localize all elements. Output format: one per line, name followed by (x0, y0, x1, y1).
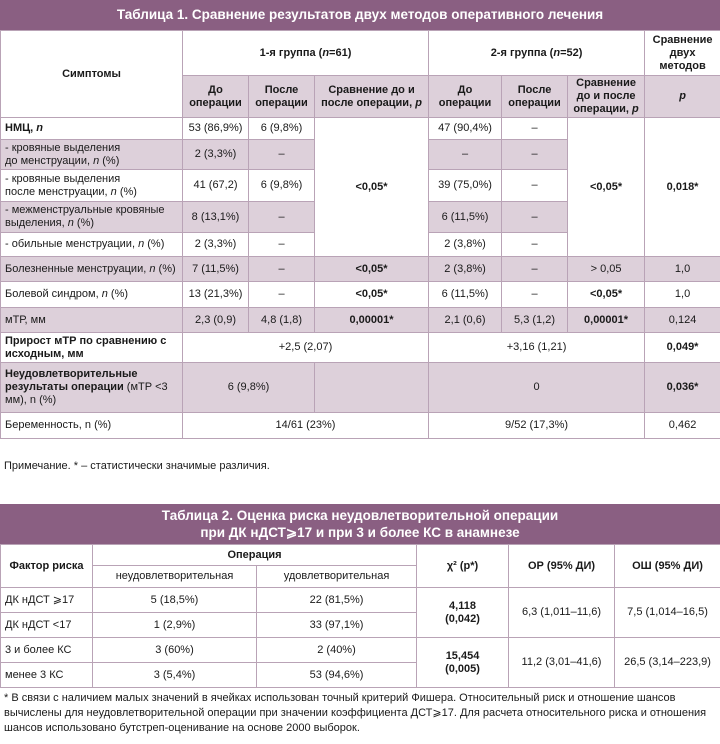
cell: 2 (3,8%) (429, 257, 502, 282)
table-2-grid (0, 544, 720, 688)
cell: 4,8 (1,8) (249, 308, 315, 333)
cell: 6 (9,8%) (249, 170, 315, 202)
g1-before-header: До операции (183, 76, 249, 118)
row-label: 3 и более КС (1, 638, 93, 663)
cell: – (502, 118, 568, 140)
cell: 6 (11,5%) (429, 202, 502, 233)
cell: – (429, 140, 502, 170)
p-merged: 0,018* (645, 118, 720, 257)
cell: +2,5 (2,07) (183, 333, 429, 363)
cell (315, 363, 429, 413)
or-header: ОР (95% ДИ) (509, 545, 615, 588)
table-row (1, 413, 720, 439)
table-1-title: Таблица 1. Сравнение результатов двух методов оперативного лечения (0, 0, 720, 30)
cell: 1,0 (645, 257, 720, 282)
g1-p-merged: <0,05* (315, 118, 429, 257)
row-label: мТР, мм (1, 308, 183, 333)
g1-compare-header: Сравнение до и после операции, p (315, 76, 429, 118)
p-header: p (645, 76, 720, 118)
cell: – (249, 233, 315, 257)
cell: 5,3 (1,2) (502, 308, 568, 333)
unsat-header: неудовлетворительная (93, 566, 257, 588)
cell: +3,16 (1,21) (429, 333, 645, 363)
cell: 2 (3,3%) (183, 140, 249, 170)
g2-compare-header: Сравнение до и после операции, p (568, 76, 645, 118)
operation-header: Операция (93, 545, 417, 566)
cell: 0,00001* (568, 308, 645, 333)
table-1-grid (0, 30, 720, 439)
sat-header: удовлетворительная (257, 566, 417, 588)
cell: 6 (9,8%) (183, 363, 315, 413)
table-row (1, 333, 720, 363)
row-label: - межменструальные кровяные выделения, n (%) (1, 202, 183, 233)
table-row (1, 638, 720, 663)
osh-header: ОШ (95% ДИ) (615, 545, 720, 588)
g2-after-header: После операции (502, 76, 568, 118)
chi-cell-1: 4,118 (0,042) (417, 588, 509, 638)
g2-p-merged: <0,05* (568, 118, 645, 257)
cell: 0,462 (645, 413, 720, 439)
cell: – (502, 282, 568, 308)
table-row (1, 282, 720, 308)
cell: 9/52 (17,3%) (429, 413, 645, 439)
row-label: - кровяные выделения после менструации, n (%) (1, 170, 183, 202)
table-row (1, 118, 720, 140)
cell: – (249, 257, 315, 282)
group1-header: 1-я группа (n=61) (183, 31, 429, 76)
cell: 2 (40%) (257, 638, 417, 663)
cell: 39 (75,0%) (429, 170, 502, 202)
group2-header: 2-я группа (n=52) (429, 31, 645, 76)
table-row (1, 588, 720, 613)
cell: 2,3 (0,9) (183, 308, 249, 333)
table-2-title: Таблица 2. Оценка риска неудовлетворительной операции при ДК нДСТ⩾17 и при 3 и более КС в анамнезе (0, 504, 720, 544)
cell: 47 (90,4%) (429, 118, 502, 140)
cell: 6 (9,8%) (249, 118, 315, 140)
cell: > 0,05 (568, 257, 645, 282)
cell: – (249, 140, 315, 170)
row-label: Неудовлетворительные результаты операции (мТР <3 мм), n (%) (1, 363, 183, 413)
row-label: Болезненные менструации, n (%) (1, 257, 183, 282)
or-cell-1: 6,3 (1,011–11,6) (509, 588, 615, 638)
cell: 0,124 (645, 308, 720, 333)
cell: <0,05* (315, 257, 429, 282)
row-label: - кровяные выделения до менструации, n (%) (1, 140, 183, 170)
cell: 0,049* (645, 333, 720, 363)
cell: 22 (81,5%) (257, 588, 417, 613)
row-label: - обильные менструации, n (%) (1, 233, 183, 257)
cell: 33 (97,1%) (257, 613, 417, 638)
table-2-footnote: * В связи с наличием малых значений в ячейках использован точный критерий Фишера. Относительный риск и отношение шансов вычислены для неудовлетворительной операции при значении коэффициента ДСТ⩾17. Для расчета относительного риска и отношения шансов использовано бутстреп-оценивание на основе 2000 выборок. (4, 692, 707, 734)
cell: – (249, 202, 315, 233)
cell: 41 (67,2) (183, 170, 249, 202)
factor-header: Фактор риска (1, 545, 93, 588)
table-row (1, 257, 720, 282)
cell: 2 (3,3%) (183, 233, 249, 257)
symptoms-header: Симптомы (1, 31, 183, 118)
or-cell-2: 11,2 (3,01–41,6) (509, 638, 615, 688)
cell: 2,1 (0,6) (429, 308, 502, 333)
osh-cell-1: 7,5 (1,014–16,5) (615, 588, 720, 638)
cell: 14/61 (23%) (183, 413, 429, 439)
row-label: менее 3 КС (1, 663, 93, 688)
row-label: НМЦ, n (1, 118, 183, 140)
cell: 6 (11,5%) (429, 282, 502, 308)
cell: 0 (429, 363, 645, 413)
table-1-note: Примечание. * – статистически значимые различия. (4, 460, 270, 472)
cell: 13 (21,3%) (183, 282, 249, 308)
cell: – (502, 202, 568, 233)
cell: – (502, 233, 568, 257)
cell: <0,05* (568, 282, 645, 308)
cell: 53 (94,6%) (257, 663, 417, 688)
cell: 1,0 (645, 282, 720, 308)
table-2 (0, 504, 720, 736)
cell: – (502, 170, 568, 202)
cell: 7 (11,5%) (183, 257, 249, 282)
cell: 2 (3,8%) (429, 233, 502, 257)
g2-before-header: До операции (429, 76, 502, 118)
table-row (1, 308, 720, 333)
row-label: ДК нДСТ ⩾17 (1, 588, 93, 613)
chi-header: χ² (p*) (417, 545, 509, 588)
cell: – (249, 282, 315, 308)
cell: 3 (5,4%) (93, 663, 257, 688)
compare-methods-header: Сравнение двух методов (645, 31, 720, 76)
chi-cell-2: 15,454 (0,005) (417, 638, 509, 688)
cell: – (502, 257, 568, 282)
osh-cell-2: 26,5 (3,14–223,9) (615, 638, 720, 688)
cell: 0,036* (645, 363, 720, 413)
g1-after-header: После операции (249, 76, 315, 118)
cell: 53 (86,9%) (183, 118, 249, 140)
row-label: ДК нДСТ <17 (1, 613, 93, 638)
row-label: Беременность, n (%) (1, 413, 183, 439)
table-row (1, 363, 720, 413)
row-label: Прирост мТР по сравнению с исходным, мм (1, 333, 183, 363)
cell: 1 (2,9%) (93, 613, 257, 638)
row-label: Болевой синдром, n (%) (1, 282, 183, 308)
cell: 3 (60%) (93, 638, 257, 663)
cell: 0,00001* (315, 308, 429, 333)
cell: <0,05* (315, 282, 429, 308)
cell: 8 (13,1%) (183, 202, 249, 233)
cell: 5 (18,5%) (93, 588, 257, 613)
cell: – (502, 140, 568, 170)
